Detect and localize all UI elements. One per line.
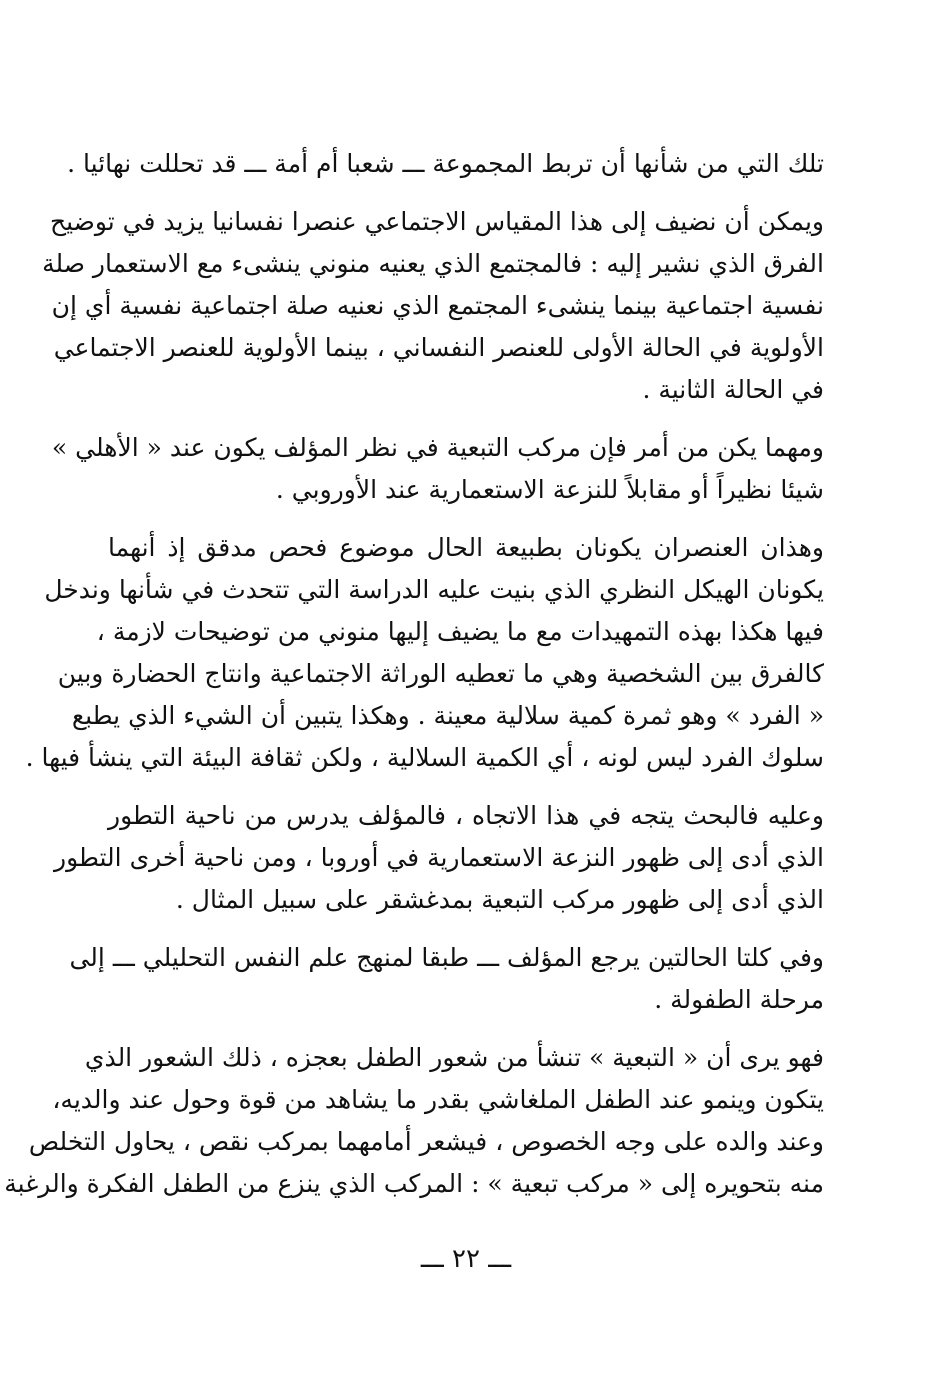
text-line: الذي أدى إلى ظهور مركب التبعية بمدغشقر على سبيل المثال . (175, 885, 824, 914)
text-line: يتكون وينمو عند الطفل الملغاشي بقدر ما يشاهد من قوة وحول عند والديه، (52, 1085, 824, 1114)
text-line: وفي كلتا الحالتين يرجع المؤلف ـــ طبقا لمنهج علم النفس التحليلي ـــ إلى (69, 943, 824, 972)
paragraph-5 (54, 795, 824, 921)
body-text (4, 143, 824, 1221)
text-line: مرحلة الطفولة . (654, 985, 824, 1014)
text-line: الفرق الذي نشير إليه : فالمجتمع الذي يعنيه منوني ينشىء مع الاستعمار صلة (42, 249, 824, 278)
text-line: يكونان الهيكل النظري الذي بنيت عليه الدراسة التي تتحدث في شأنها وندخل (44, 575, 824, 604)
text-line: فيها هكذا بهذه التمهيدات مع ما يضيف إليها منوني من توضيحات لازمة ، (96, 617, 824, 646)
text-line: منه بتحويره إلى « مركب تبعية » : المركب الذي ينزع من الطفل الفكرة والرغبة (4, 1169, 824, 1198)
paragraph-1 (67, 143, 824, 185)
paragraph-3 (51, 427, 824, 511)
text-line: وهذان العنصران يكونان بطبيعة الحال موضوع فحص مدقق إذ أنهما (108, 533, 824, 562)
text-line: شيئا نظيراً أو مقابلاً للنزعة الاستعمارية عند الأوروبي . (275, 475, 824, 504)
text-line: في الحالة الثانية . (642, 375, 824, 404)
text-line: فهو يرى أن « التبعية » تنشأ من شعور الطفل بعجزه ، ذلك الشعور الذي (84, 1043, 824, 1072)
text-line: سلوك الفرد ليس لونه ، أي الكمية السلالية ، ولكن ثقافة البيئة التي ينشأ فيها . (25, 743, 824, 772)
text-line: « الفرد » وهو ثمرة كمية سلالية معينة . وهكذا يتبين أن الشيء الذي يطبع (71, 701, 824, 730)
text-line: الأولوية في الحالة الأولى للعنصر النفساني ، بينما الأولوية للعنصر الاجتماعي (53, 333, 824, 362)
paragraph-7 (4, 1037, 824, 1205)
page-number: ـــ ٢٢ ـــ (420, 1244, 512, 1274)
text-line: الذي أدى إلى ظهور النزعة الاستعمارية في أوروبا ، ومن ناحية أخرى التطور (54, 843, 824, 872)
text-line: وعليه فالبحث يتجه في هذا الاتجاه ، فالمؤلف يدرس من ناحية التطور (108, 801, 824, 830)
text-line: تلك التي من شأنها أن تربط المجموعة ـــ شعبا أم أمة ـــ قد تحللت نهائيا . (67, 149, 824, 178)
paragraph-4 (25, 527, 824, 779)
text-line: ومهما يكن من أمر فإن مركب التبعية في نظر المؤلف يكون عند « الأهلي » (51, 433, 824, 462)
text-line: وعند والده على وجه الخصوص ، فيشعر أمامهما بمركب نقص ، يحاول التخلص (28, 1127, 824, 1156)
text-line: ويمكن أن نضيف إلى هذا المقياس الاجتماعي عنصرا نفسانيا يزيد في توضيح (49, 207, 824, 236)
paragraph-2 (42, 201, 824, 411)
paragraph-6 (69, 937, 824, 1021)
text-line: نفسية اجتماعية بينما ينشىء المجتمع الذي نعنيه صلة اجتماعية نفسية أي إن (51, 291, 824, 320)
text-line: كالفرق بين الشخصية وهي ما تعطيه الوراثة الاجتماعية وانتاج الحضارة وبين (57, 659, 824, 688)
